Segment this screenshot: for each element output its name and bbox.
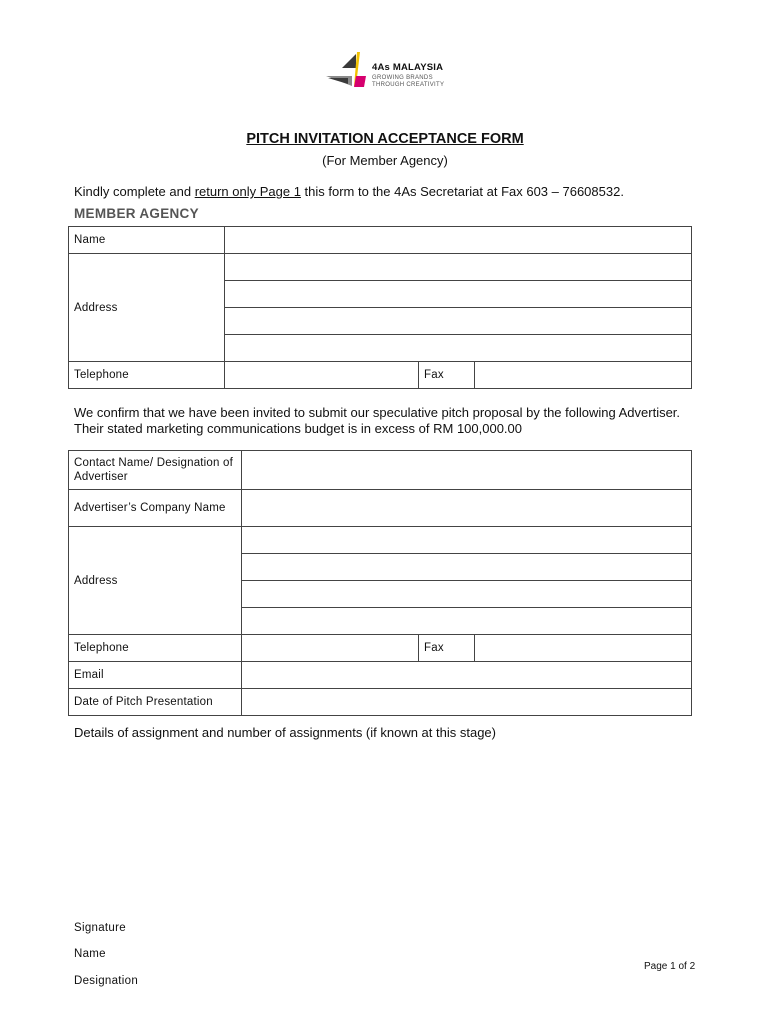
- company-field[interactable]: [242, 490, 692, 527]
- page-number: Page 1 of 2: [644, 961, 696, 972]
- member-fax-field[interactable]: [475, 362, 692, 389]
- advertiser-address-line-1[interactable]: [242, 527, 692, 554]
- pitch-date-field[interactable]: [242, 689, 692, 716]
- signature-name-label: Name: [74, 948, 106, 960]
- member-address-line-2[interactable]: [225, 281, 692, 308]
- details-label: Details of assignment and number of assignments (if known at this stage): [74, 725, 496, 740]
- instruction-underlined: return only Page 1: [194, 184, 301, 199]
- form-title: PITCH INVITATION ACCEPTANCE FORM: [246, 131, 524, 147]
- logo-title: 4As MALAYSIA: [372, 62, 444, 73]
- pitch-date-label: Date of Pitch Presentation: [69, 689, 242, 716]
- member-fax-label: Fax: [419, 362, 475, 389]
- advertiser-address-line-2[interactable]: [242, 554, 692, 581]
- advertiser-address-line-3[interactable]: [242, 581, 692, 608]
- member-address-label: Address: [69, 254, 225, 362]
- advertiser-fax-label: Fax: [419, 635, 475, 662]
- instruction-before: Kindly complete and: [74, 184, 195, 199]
- email-field[interactable]: [242, 662, 692, 689]
- member-telephone-field[interactable]: [225, 362, 419, 389]
- advertiser-fax-field[interactable]: [475, 635, 692, 662]
- logo-tagline-1: GROWING BRANDS: [372, 75, 433, 81]
- member-agency-heading: MEMBER AGENCY: [74, 206, 199, 221]
- confirmation-paragraph: We confirm that we have been invited to submit our speculative pitch proposal by the following Advertiser. Their stated marketing communications budget is in excess of RM 100,000.00: [74, 405, 681, 436]
- form-subtitle: (For Member Agency): [322, 153, 448, 168]
- member-agency-table: [68, 226, 692, 389]
- member-address-line-4[interactable]: [225, 335, 692, 362]
- advertiser-telephone-label: Telephone: [69, 635, 242, 662]
- member-address-line-3[interactable]: [225, 308, 692, 335]
- advertiser-address-label: Address: [69, 527, 242, 635]
- member-name-field[interactable]: [225, 227, 692, 254]
- logo-tagline-2: THROUGH CREATIVITY: [372, 82, 445, 88]
- signature-label: Signature: [74, 922, 126, 934]
- member-telephone-label: Telephone: [69, 362, 225, 389]
- logo-mark-icon: [322, 48, 370, 92]
- member-name-label: Name: [69, 227, 225, 254]
- contact-label: Contact Name/ Designation of Advertiser: [69, 451, 242, 490]
- advertiser-telephone-field[interactable]: [242, 635, 419, 662]
- contact-field[interactable]: [242, 451, 692, 490]
- 4as-malaysia-logo: [322, 48, 462, 92]
- email-label: Email: [69, 662, 242, 689]
- advertiser-table: [68, 450, 692, 716]
- advertiser-address-line-4[interactable]: [242, 608, 692, 635]
- signature-designation-label: Designation: [74, 975, 139, 987]
- member-address-line-1[interactable]: [225, 254, 692, 281]
- instruction-after: this form to the 4As Secretariat at Fax 603 – 76608532.: [300, 184, 624, 199]
- instruction-text: [74, 184, 624, 199]
- company-label: Advertiser’s Company Name: [69, 490, 242, 527]
